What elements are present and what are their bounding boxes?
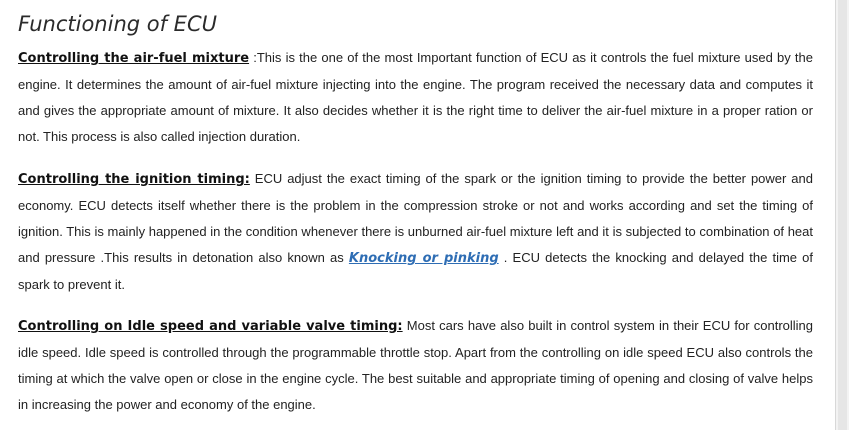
section-body-air-fuel-mixture: :This is the one of the most Important function of ECU as it controls the fuel mixture used by the engine. It determines the amount of air-fuel mixture injecting into the engine. The program received the necessary data and computes it and gives the appropriate amount of mixture. It also decides whether it is the right time to deliver the air-fuel mixture in a proper ration or not. This process is also called injection duration. [18,50,813,144]
section-body-idle-speed: Most cars have also built in control system in their ECU for controlling idle speed. Idle speed is controlled through the programmable throttle stop. Apart from the controlling on idle speed ECU also controls the timing at which the valve open or close in the engine cycle. The best suitable and appropriate timing of opening and closing of valve helps in increasing the power and economy of the engine. [18,318,813,412]
knocking-link[interactable]: Knocking or pinking [348,251,499,266]
section-body-ignition-timing-end: . ECU detects the knocking and delayed the time of spark to prevent it. [18,250,814,292]
section-heading-ignition-timing: Controlling the ignition timing: [18,172,250,187]
paragraph-ignition-timing [18,166,813,298]
section-heading-air-fuel-mixture: Controlling the air-fuel mixture [18,51,250,66]
page-title: Functioning of ECU [18,12,217,36]
section-heading-idle-speed: Controlling on Idle speed and variable valve timing: [18,319,403,334]
vertical-scrollbar[interactable] [835,0,849,430]
scrollbar-thumb[interactable] [838,0,847,430]
paragraph-air-fuel-mixture [18,45,813,150]
section-body-ignition-timing: ECU adjust the exact timing of the spark or the ignition timing to provide the better power and economy. ECU detects itself whether there is the problem in the compression stroke or not and works according and set the timing of ignition. This is mainly happened in the condition whenever there is unburned air-fuel mixture left and it is subjected to combination of heat and pressure .This results in detonation also known as [18,171,813,265]
paragraph-idle-speed [18,313,813,418]
